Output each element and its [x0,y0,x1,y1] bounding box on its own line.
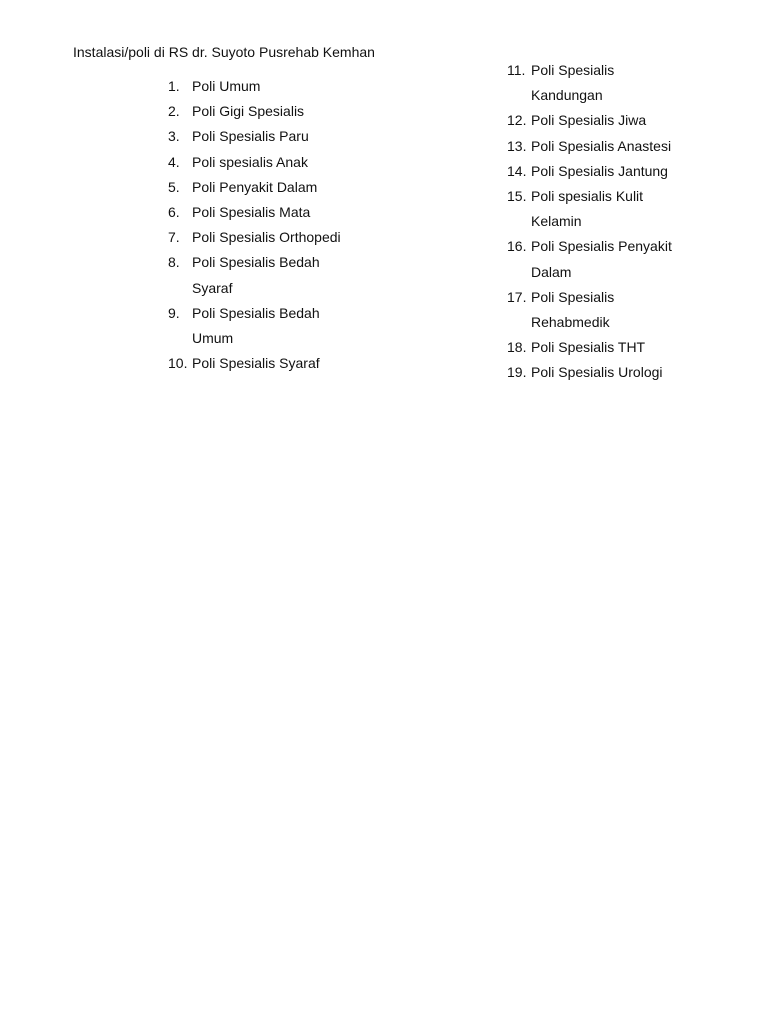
list-item [168,351,368,376]
item-number: 9. [168,304,180,321]
list-item [168,301,368,351]
item-number: 15. [507,188,527,205]
list-item [168,250,368,300]
list-item [507,58,707,108]
list-item [168,200,368,225]
item-label: Poli Spesialis Anastesi [531,137,672,154]
item-number: 1. [168,78,180,94]
item-number: 14. [507,162,527,179]
list-item [507,134,707,159]
item-label: Poli Spesialis Jantung [531,162,668,179]
item-label: Poli spesialis Kulit Kelamin [531,188,644,230]
item-label: Poli Spesialis Kandungan [531,62,615,104]
item-label: Poli spesialis Anak [192,153,308,170]
item-label: Poli Spesialis Rehabmedik [531,288,615,331]
item-number: 2. [168,103,180,120]
list-item [507,335,707,360]
item-label: Poli Spesialis Orthopedi [192,229,341,246]
item-label: Poli Spesialis Penyakit Dalam [531,238,672,280]
item-number: 5. [168,178,180,195]
right-poli-list [507,58,707,386]
item-number: 4. [168,153,180,170]
item-label: Poli Spesialis Mata [192,204,311,221]
item-number: 16. [507,238,527,255]
item-number: 19. [507,364,527,381]
list-item [168,175,368,200]
item-label: Poli Gigi Spesialis [192,103,305,120]
item-label: Poli Spesialis Urologi [531,364,663,381]
list-item [168,99,368,124]
item-number: 13. [507,137,527,154]
item-label: Poli Spesialis Jiwa [531,112,647,129]
list-item [507,184,707,234]
list-item [168,225,368,250]
item-number: 7. [168,229,180,246]
item-number: 6. [168,204,180,221]
list-item [507,234,707,284]
list-item [507,360,707,385]
list-item [168,124,368,149]
item-label: Poli Spesialis Bedah Umum [192,304,320,347]
list-item [168,74,368,99]
list-item [507,285,707,335]
list-item [507,159,707,184]
item-label: Poli Spesialis THT [531,339,646,356]
list-item [507,108,707,133]
document-heading: Instalasi/poli di RS dr. Suyoto Pusrehab Kemhan [73,44,375,60]
item-number: 8. [168,254,180,271]
item-number: 3. [168,128,180,145]
item-label: Poli Penyakit Dalam [192,178,318,195]
item-number: 11. [507,62,526,78]
item-number: 10. [168,355,188,372]
item-label: Poli Spesialis Paru [192,128,309,145]
list-item [168,150,368,175]
item-number: 17. [507,288,527,305]
item-label: Poli Spesialis Syaraf [192,355,320,372]
left-poli-list [168,74,368,376]
item-label: Poli Umum [192,78,261,94]
item-number: 12. [507,112,527,129]
item-number: 18. [507,339,527,356]
item-label: Poli Spesialis Bedah Syaraf [192,254,320,296]
